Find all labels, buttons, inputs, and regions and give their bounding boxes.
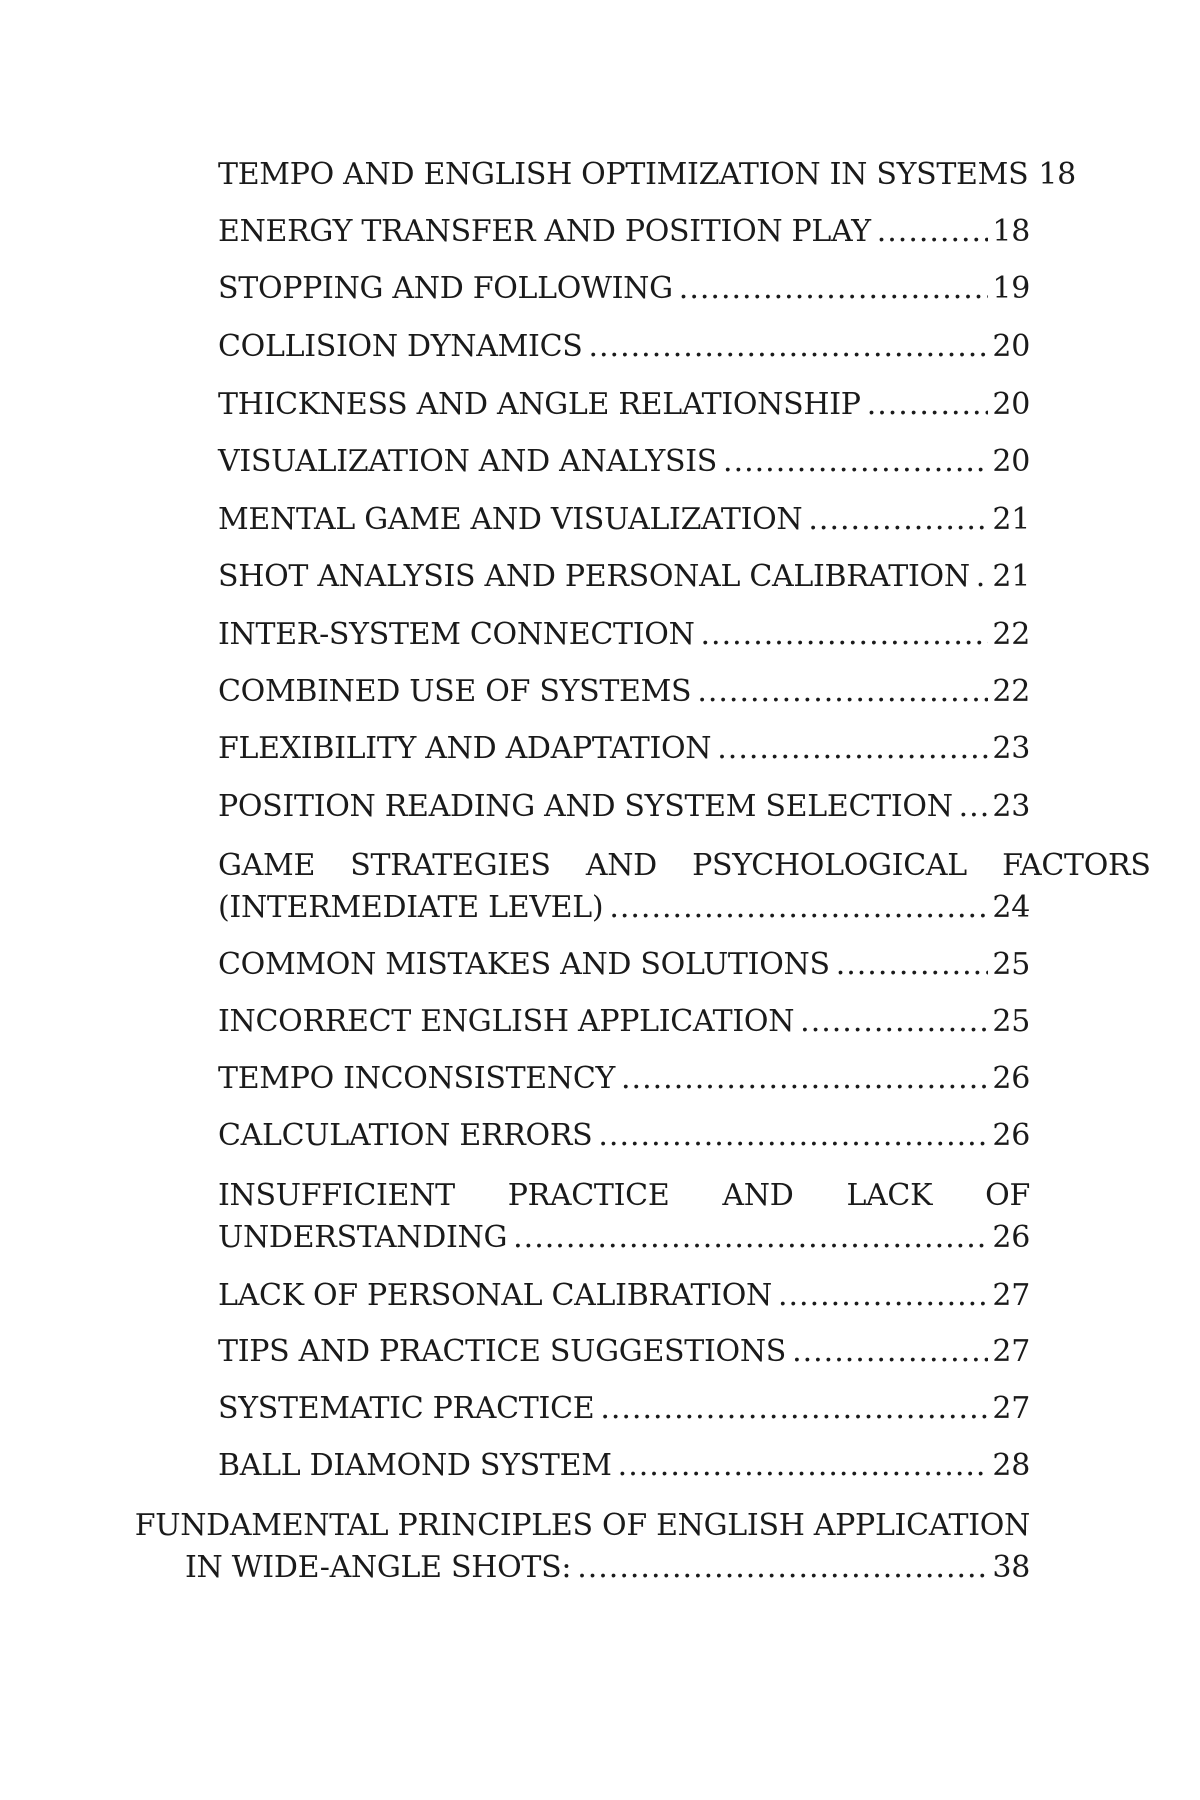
toc-entry-title: STOPPING AND FOLLOWING bbox=[218, 271, 673, 306]
dot-leader bbox=[778, 1275, 988, 1317]
toc-entry-title: COLLISION DYNAMICS bbox=[218, 329, 583, 364]
dot-leader bbox=[723, 441, 988, 483]
toc-entry-title: MENTAL GAME AND VISUALIZATION bbox=[218, 502, 803, 537]
toc-entry-title-word: AND bbox=[722, 1178, 794, 1213]
dot-leader bbox=[577, 1547, 988, 1589]
toc-entry-page: 18 bbox=[1038, 157, 1076, 192]
dot-leader bbox=[609, 887, 988, 929]
dot-leader bbox=[800, 1001, 988, 1043]
toc-entry-page: 23 bbox=[992, 789, 1030, 824]
dot-leader bbox=[836, 944, 989, 986]
toc-entry-title: POSITION READING AND SYSTEM SELECTION bbox=[218, 789, 953, 824]
toc-entry-page: 19 bbox=[992, 271, 1030, 306]
toc-entry[interactable] bbox=[218, 268, 1030, 310]
toc-entry-page: 28 bbox=[992, 1448, 1030, 1483]
toc-entry-page: 26 bbox=[992, 1220, 1030, 1255]
toc-entry[interactable] bbox=[218, 441, 1030, 483]
dot-leader bbox=[701, 614, 989, 656]
toc-entry-title: BALL DIAMOND SYSTEM bbox=[218, 1448, 612, 1483]
toc-entry[interactable] bbox=[218, 499, 1030, 541]
dot-leader bbox=[679, 268, 989, 310]
toc-entry[interactable] bbox=[218, 944, 1030, 986]
toc-entry[interactable] bbox=[218, 1331, 1030, 1373]
dot-leader bbox=[867, 384, 989, 426]
toc-entry-page: 20 bbox=[992, 444, 1030, 479]
toc-entry-page: 22 bbox=[992, 674, 1030, 709]
toc-entry[interactable] bbox=[218, 556, 1030, 598]
toc-entry[interactable] bbox=[218, 1275, 1030, 1317]
toc-entry-page: 38 bbox=[992, 1550, 1030, 1585]
toc-entry[interactable] bbox=[218, 728, 1030, 770]
toc-entry[interactable] bbox=[218, 1388, 1030, 1430]
toc-entry-page: 21 bbox=[992, 559, 1030, 594]
toc-entry-chapter[interactable] bbox=[134, 1505, 1030, 1589]
toc-entry-title: CALCULATION ERRORS bbox=[218, 1118, 593, 1153]
toc-entry-title-word: LACK bbox=[846, 1178, 933, 1213]
dot-leader bbox=[976, 556, 989, 598]
toc-entry-title-word: PRACTICE bbox=[507, 1178, 670, 1213]
toc-entry-title: GAME STRATEGIES AND PSYCHOLOGICAL FACTORS bbox=[218, 848, 1151, 883]
dot-leader bbox=[717, 728, 988, 770]
toc-entry-page: 20 bbox=[992, 329, 1030, 364]
dot-leader bbox=[959, 786, 989, 828]
toc-entry-title: INCORRECT ENGLISH APPLICATION bbox=[218, 1004, 795, 1039]
dot-leader bbox=[621, 1058, 988, 1100]
dot-leader bbox=[792, 1331, 988, 1373]
dot-leader bbox=[877, 211, 989, 253]
toc-entry-page: 20 bbox=[992, 387, 1030, 422]
toc-entry-page: 27 bbox=[992, 1334, 1030, 1369]
toc-entry-page: 23 bbox=[992, 731, 1030, 766]
toc-entry-page: 22 bbox=[992, 617, 1030, 652]
toc-entry[interactable] bbox=[218, 154, 1076, 196]
toc-entry-title: FUNDAMENTAL PRINCIPLES OF ENGLISH APPLICATION bbox=[134, 1508, 1030, 1543]
toc-entry[interactable] bbox=[218, 786, 1030, 828]
toc-entry[interactable] bbox=[218, 1058, 1030, 1100]
toc-entry[interactable] bbox=[218, 1115, 1030, 1157]
toc-entry-title: TIPS AND PRACTICE SUGGESTIONS bbox=[218, 1334, 787, 1369]
dot-leader bbox=[618, 1445, 989, 1487]
toc-entry[interactable] bbox=[218, 1445, 1030, 1487]
toc-entry-page: 26 bbox=[992, 1118, 1030, 1153]
toc-entry-title: SYSTEMATIC PRACTICE bbox=[218, 1391, 595, 1426]
toc-entry-title: THICKNESS AND ANGLE RELATIONSHIP bbox=[218, 387, 861, 422]
toc-entry[interactable] bbox=[218, 326, 1030, 368]
toc-entry-title-word: INSUFFICIENT bbox=[218, 1178, 455, 1213]
toc-entry[interactable] bbox=[218, 1175, 1030, 1259]
toc-entry[interactable] bbox=[218, 384, 1030, 426]
dot-leader bbox=[588, 326, 988, 368]
toc-entry-title: VISUALIZATION AND ANALYSIS bbox=[218, 444, 718, 479]
toc-entry[interactable] bbox=[218, 1001, 1030, 1043]
toc-entry-title: COMMON MISTAKES AND SOLUTIONS bbox=[218, 947, 830, 982]
dot-leader bbox=[598, 1115, 988, 1157]
toc-entry-title: SHOT ANALYSIS AND PERSONAL CALIBRATION bbox=[218, 559, 970, 594]
dot-leader bbox=[808, 499, 988, 541]
toc-entry-page: 18 bbox=[992, 214, 1030, 249]
toc-entry-page: 26 bbox=[992, 1061, 1030, 1096]
dot-leader bbox=[600, 1388, 988, 1430]
toc-entry-page: 25 bbox=[992, 947, 1030, 982]
toc-entry-page: 24 bbox=[992, 890, 1030, 925]
toc-entry-page: 27 bbox=[992, 1278, 1030, 1313]
toc-entry-title: LACK OF PERSONAL CALIBRATION bbox=[218, 1278, 772, 1313]
toc-entry-title: COMBINED USE OF SYSTEMS bbox=[218, 674, 692, 709]
toc-entry[interactable] bbox=[218, 211, 1030, 253]
toc-entry-title-word: OF bbox=[985, 1178, 1030, 1213]
toc-entry-title: ENERGY TRANSFER AND POSITION PLAY bbox=[218, 214, 871, 249]
toc-entry-title: TEMPO INCONSISTENCY bbox=[218, 1061, 616, 1096]
toc-entry[interactable] bbox=[218, 671, 1030, 713]
toc-entry-page: 27 bbox=[992, 1391, 1030, 1426]
toc-entry-title-continued: (INTERMEDIATE LEVEL) bbox=[218, 890, 604, 925]
toc-entry-title: INTER-SYSTEM CONNECTION bbox=[218, 617, 695, 652]
dot-leader bbox=[697, 671, 988, 713]
toc-entry-title-continued: IN WIDE-ANGLE SHOTS: bbox=[185, 1550, 572, 1585]
toc-entry-page: 21 bbox=[992, 502, 1030, 537]
toc-entry-title-continued: UNDERSTANDING bbox=[218, 1220, 508, 1255]
toc-entry[interactable] bbox=[218, 614, 1030, 656]
toc-entry[interactable] bbox=[218, 845, 1151, 929]
toc-entry-title: FLEXIBILITY AND ADAPTATION bbox=[218, 731, 712, 766]
toc-entry-title: TEMPO AND ENGLISH OPTIMIZATION IN SYSTEMS bbox=[218, 157, 1029, 192]
dot-leader bbox=[513, 1217, 988, 1259]
toc-entry-page: 25 bbox=[992, 1004, 1030, 1039]
